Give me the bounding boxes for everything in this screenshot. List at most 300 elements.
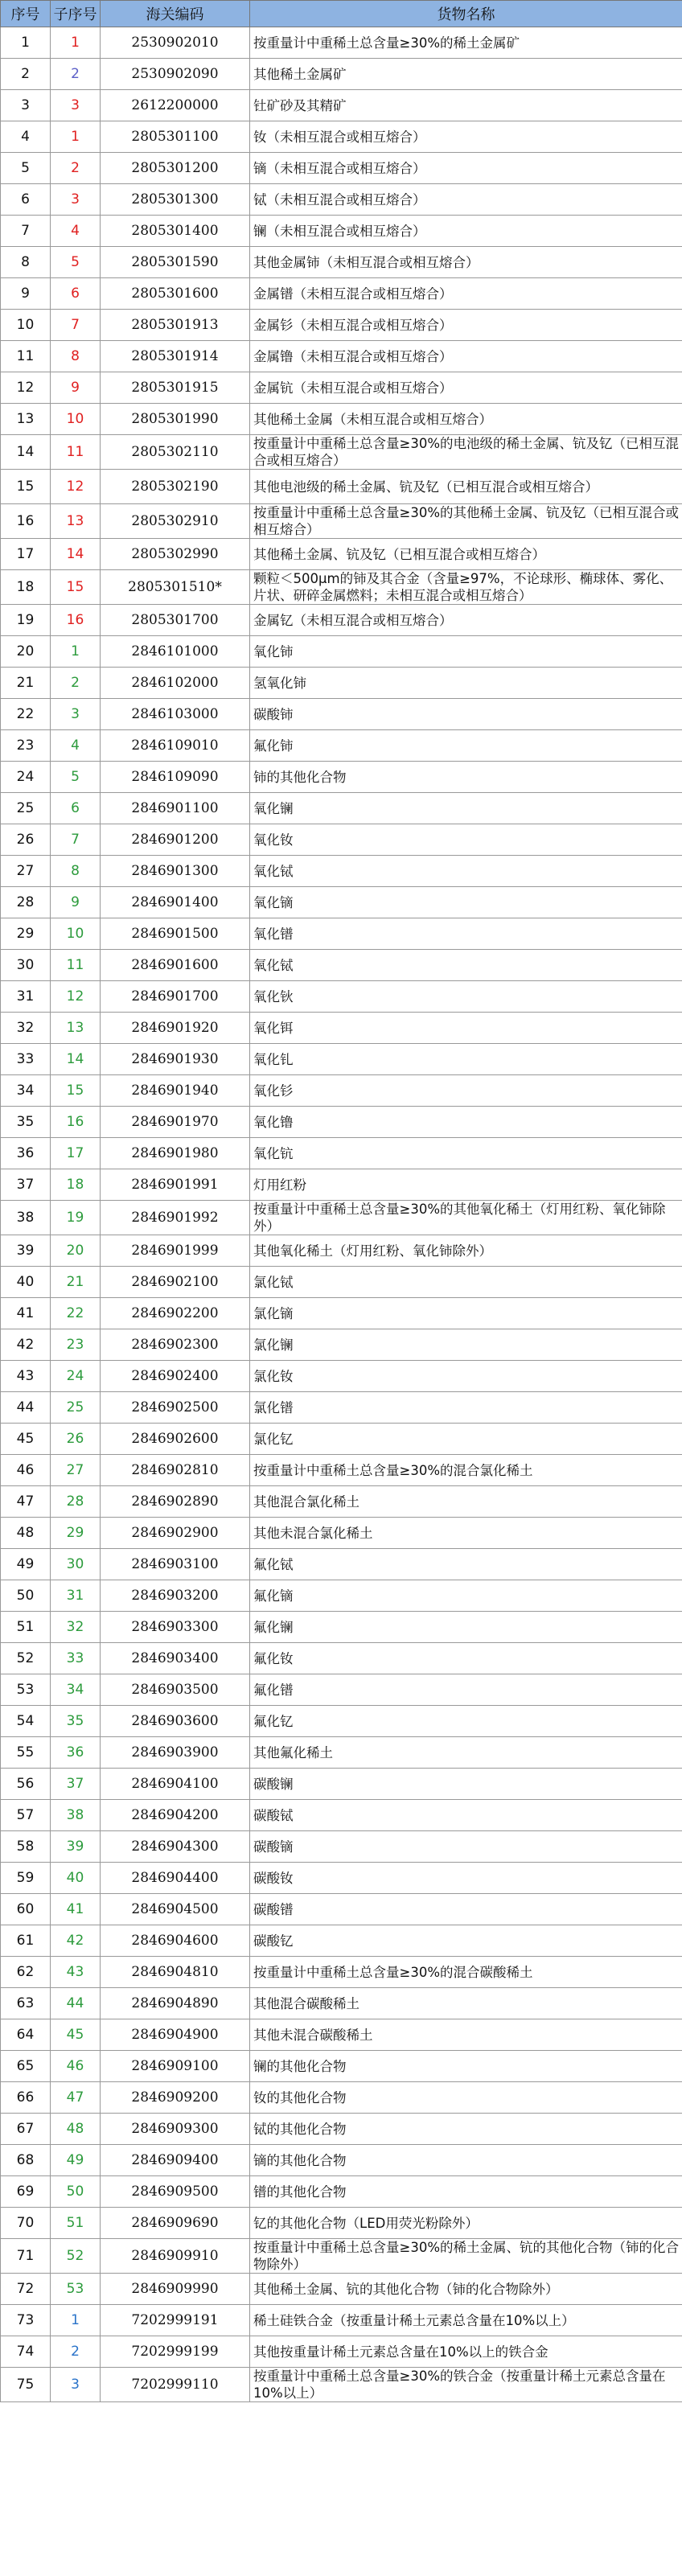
row-customs-code: 2846109090 — [101, 762, 250, 793]
table-row — [1, 404, 682, 435]
row-sub-index: 11 — [51, 435, 101, 470]
row-goods-name: 铽的其他化合物 — [250, 2114, 682, 2145]
table-row — [1, 1329, 682, 1361]
row-customs-code: 2846901992 — [101, 1201, 250, 1235]
row-goods-name: 氧化钪 — [250, 1138, 682, 1169]
row-index: 68 — [1, 2145, 51, 2176]
row-customs-code: 2846901400 — [101, 887, 250, 918]
row-sub-index: 2 — [51, 668, 101, 699]
row-sub-index: 6 — [51, 793, 101, 824]
row-customs-code: 2846901500 — [101, 918, 250, 950]
row-sub-index: 53 — [51, 2274, 101, 2305]
row-goods-name: 按重量计中重稀土总含量≥30%的其他稀土金属、钪及钇（已相互混合或相互熔合） — [250, 504, 682, 539]
row-customs-code: 2846901700 — [101, 981, 250, 1013]
row-customs-code: 2846901980 — [101, 1138, 250, 1169]
row-goods-name: 氧化镝 — [250, 887, 682, 918]
table-row — [1, 504, 682, 539]
row-index: 10 — [1, 310, 51, 341]
row-index: 7 — [1, 216, 51, 247]
table-row — [1, 278, 682, 310]
row-customs-code: 2805302110 — [101, 435, 250, 470]
row-customs-code: 2846902890 — [101, 1486, 250, 1518]
row-goods-name: 镧（未相互混合或相互熔合） — [250, 216, 682, 247]
row-sub-index: 7 — [51, 310, 101, 341]
row-customs-code: 2846904500 — [101, 1894, 250, 1925]
row-goods-name: 金属钇（未相互混合或相互熔合） — [250, 605, 682, 636]
row-sub-index: 16 — [51, 605, 101, 636]
table-row — [1, 1486, 682, 1518]
row-goods-name: 按重量计中重稀土总含量≥30%的其他氧化稀土（灯用红粉、氧化铈除外） — [250, 1201, 682, 1235]
row-customs-code: 2805301100 — [101, 121, 250, 153]
table-row — [1, 435, 682, 470]
table-row — [1, 730, 682, 762]
row-goods-name: 氧化钐 — [250, 1075, 682, 1107]
row-index: 38 — [1, 1201, 51, 1235]
row-customs-code: 2846902600 — [101, 1424, 250, 1455]
row-index: 47 — [1, 1486, 51, 1518]
row-index: 59 — [1, 1863, 51, 1894]
table-body — [1, 27, 682, 2402]
row-sub-index: 23 — [51, 1329, 101, 1361]
table-row — [1, 1549, 682, 1580]
row-sub-index: 12 — [51, 470, 101, 504]
row-customs-code: 2846903200 — [101, 1580, 250, 1612]
row-customs-code: 2805301990 — [101, 404, 250, 435]
row-customs-code: 2805301300 — [101, 184, 250, 216]
row-sub-index: 36 — [51, 1737, 101, 1769]
row-goods-name: 金属钐（未相互混合或相互熔合） — [250, 310, 682, 341]
table-row — [1, 636, 682, 668]
row-goods-name: 按重量计中重稀土总含量≥30%的稀土金属矿 — [250, 27, 682, 59]
row-sub-index: 3 — [51, 90, 101, 121]
row-index: 43 — [1, 1361, 51, 1392]
table-row — [1, 1361, 682, 1392]
table-row — [1, 121, 682, 153]
row-index: 9 — [1, 278, 51, 310]
row-index: 72 — [1, 2274, 51, 2305]
row-customs-code: 2846901920 — [101, 1013, 250, 1044]
row-goods-name: 其他稀土金属、钪及钇（已相互混合或相互熔合） — [250, 539, 682, 570]
row-sub-index: 18 — [51, 1169, 101, 1201]
table-row — [1, 824, 682, 856]
table-row — [1, 1107, 682, 1138]
row-sub-index: 6 — [51, 278, 101, 310]
row-customs-code: 2846903500 — [101, 1674, 250, 1706]
table-row — [1, 1580, 682, 1612]
table-row — [1, 1957, 682, 1988]
table-row — [1, 59, 682, 90]
row-index: 51 — [1, 1612, 51, 1643]
row-sub-index: 2 — [51, 59, 101, 90]
row-sub-index: 10 — [51, 918, 101, 950]
row-goods-name: 镝的其他化合物 — [250, 2145, 682, 2176]
row-goods-name: 其他未混合氯化稀土 — [250, 1518, 682, 1549]
row-customs-code: 2805301590 — [101, 247, 250, 278]
table-row — [1, 1044, 682, 1075]
row-index: 32 — [1, 1013, 51, 1044]
row-customs-code: 7202999191 — [101, 2305, 250, 2336]
row-goods-name: 氧化铒 — [250, 1013, 682, 1044]
row-index: 42 — [1, 1329, 51, 1361]
row-goods-name: 碳酸镝 — [250, 1831, 682, 1863]
row-customs-code: 7202999110 — [101, 2368, 250, 2402]
row-customs-code: 2846909690 — [101, 2208, 250, 2239]
row-goods-name: 其他混合碳酸稀土 — [250, 1988, 682, 2019]
row-customs-code: 2846909500 — [101, 2176, 250, 2208]
row-sub-index: 34 — [51, 1674, 101, 1706]
row-customs-code: 2846902200 — [101, 1298, 250, 1329]
row-sub-index: 33 — [51, 1643, 101, 1674]
table-row — [1, 1138, 682, 1169]
row-customs-code: 2805302990 — [101, 539, 250, 570]
row-goods-name: 钕（未相互混合或相互熔合） — [250, 121, 682, 153]
table-row — [1, 570, 682, 605]
row-customs-code: 2846902500 — [101, 1392, 250, 1424]
row-index: 55 — [1, 1737, 51, 1769]
row-sub-index: 9 — [51, 372, 101, 404]
row-customs-code: 2846901300 — [101, 856, 250, 887]
row-index: 16 — [1, 504, 51, 539]
row-goods-name: 氧化镨 — [250, 918, 682, 950]
row-sub-index: 21 — [51, 1267, 101, 1298]
row-sub-index: 8 — [51, 856, 101, 887]
row-index: 50 — [1, 1580, 51, 1612]
row-goods-name: 其他氟化稀土 — [250, 1737, 682, 1769]
table-row — [1, 1643, 682, 1674]
row-goods-name: 氟化镝 — [250, 1580, 682, 1612]
table-row — [1, 1894, 682, 1925]
table-row — [1, 2051, 682, 2082]
row-index: 23 — [1, 730, 51, 762]
row-index: 75 — [1, 2368, 51, 2402]
row-sub-index: 28 — [51, 1486, 101, 1518]
table-row — [1, 2274, 682, 2305]
row-goods-name: 其他电池级的稀土金属、钪及钇（已相互混合或相互熔合） — [250, 470, 682, 504]
row-goods-name: 稀土硅铁合金（按重量计稀土元素总含量在10%以上） — [250, 2305, 682, 2336]
row-sub-index: 32 — [51, 1612, 101, 1643]
row-goods-name: 碳酸镧 — [250, 1769, 682, 1800]
row-customs-code: 2846901930 — [101, 1044, 250, 1075]
row-customs-code: 2846909400 — [101, 2145, 250, 2176]
row-sub-index: 51 — [51, 2208, 101, 2239]
row-sub-index: 37 — [51, 1769, 101, 1800]
header-sub-index: 子序号 — [51, 1, 101, 27]
row-goods-name: 氢氧化铈 — [250, 668, 682, 699]
row-goods-name: 氟化镨 — [250, 1674, 682, 1706]
table-row — [1, 1612, 682, 1643]
row-customs-code: 2846904100 — [101, 1769, 250, 1800]
table-row — [1, 1518, 682, 1549]
row-goods-name: 氟化镧 — [250, 1612, 682, 1643]
row-sub-index: 3 — [51, 2368, 101, 2402]
row-customs-code: 2846904810 — [101, 1957, 250, 1988]
row-sub-index: 40 — [51, 1863, 101, 1894]
table-row — [1, 856, 682, 887]
row-sub-index: 5 — [51, 762, 101, 793]
table-row — [1, 1988, 682, 2019]
table-row — [1, 1863, 682, 1894]
row-sub-index: 31 — [51, 1580, 101, 1612]
row-sub-index: 1 — [51, 636, 101, 668]
row-sub-index: 2 — [51, 153, 101, 184]
row-goods-name: 金属镨（未相互混合或相互熔合） — [250, 278, 682, 310]
row-index: 26 — [1, 824, 51, 856]
table-row — [1, 1298, 682, 1329]
row-goods-name: 钍矿砂及其精矿 — [250, 90, 682, 121]
row-goods-name: 氧化镧 — [250, 793, 682, 824]
row-customs-code: 2530902090 — [101, 59, 250, 90]
row-goods-name: 其他按重量计稀土元素总含量在10%以上的铁合金 — [250, 2336, 682, 2368]
row-index: 58 — [1, 1831, 51, 1863]
row-index: 19 — [1, 605, 51, 636]
row-customs-code: 2846902300 — [101, 1329, 250, 1361]
row-sub-index: 24 — [51, 1361, 101, 1392]
row-goods-name: 其他稀土金属、钪的其他化合物（铈的化合物除外） — [250, 2274, 682, 2305]
table-row — [1, 153, 682, 184]
row-sub-index: 15 — [51, 1075, 101, 1107]
row-sub-index: 11 — [51, 950, 101, 981]
row-customs-code: 2846902400 — [101, 1361, 250, 1392]
table-row — [1, 793, 682, 824]
table-row — [1, 605, 682, 636]
row-sub-index: 1 — [51, 121, 101, 153]
table-row — [1, 2019, 682, 2051]
row-sub-index: 50 — [51, 2176, 101, 2208]
row-index: 33 — [1, 1044, 51, 1075]
row-index: 66 — [1, 2082, 51, 2114]
row-index: 30 — [1, 950, 51, 981]
table-row — [1, 1169, 682, 1201]
header-goods-name: 货物名称 — [250, 1, 682, 27]
row-index: 69 — [1, 2176, 51, 2208]
row-sub-index: 1 — [51, 2305, 101, 2336]
table-row — [1, 216, 682, 247]
row-customs-code: 2846103000 — [101, 699, 250, 730]
row-goods-name: 按重量计中重稀土总含量≥30%的混合氯化稀土 — [250, 1455, 682, 1486]
row-customs-code: 2846909100 — [101, 2051, 250, 2082]
table-row — [1, 1706, 682, 1737]
table-row — [1, 950, 682, 981]
row-customs-code: 2846903900 — [101, 1737, 250, 1769]
row-goods-name: 金属钪（未相互混合或相互熔合） — [250, 372, 682, 404]
row-index: 62 — [1, 1957, 51, 1988]
table-row — [1, 1674, 682, 1706]
table-row — [1, 372, 682, 404]
table-row — [1, 981, 682, 1013]
row-index: 57 — [1, 1800, 51, 1831]
row-sub-index: 7 — [51, 824, 101, 856]
row-customs-code: 2846904200 — [101, 1800, 250, 1831]
row-goods-name: 氟化钇 — [250, 1706, 682, 1737]
row-index: 49 — [1, 1549, 51, 1580]
header-customs-code: 海关编码 — [101, 1, 250, 27]
row-customs-code: 2805302190 — [101, 470, 250, 504]
row-sub-index: 4 — [51, 216, 101, 247]
row-index: 48 — [1, 1518, 51, 1549]
row-index: 65 — [1, 2051, 51, 2082]
table-row — [1, 1455, 682, 1486]
table-row — [1, 1075, 682, 1107]
row-index: 71 — [1, 2239, 51, 2274]
row-index: 31 — [1, 981, 51, 1013]
row-customs-code: 2846901999 — [101, 1235, 250, 1267]
row-goods-name: 镧的其他化合物 — [250, 2051, 682, 2082]
row-sub-index: 26 — [51, 1424, 101, 1455]
row-sub-index: 2 — [51, 2336, 101, 2368]
row-index: 13 — [1, 404, 51, 435]
row-customs-code: 2612200000 — [101, 90, 250, 121]
row-index: 3 — [1, 90, 51, 121]
table-row — [1, 539, 682, 570]
row-sub-index: 13 — [51, 504, 101, 539]
row-goods-name: 氧化钆 — [250, 1044, 682, 1075]
table-row — [1, 2082, 682, 2114]
row-sub-index: 4 — [51, 730, 101, 762]
row-index: 27 — [1, 856, 51, 887]
row-goods-name: 氧化铽 — [250, 950, 682, 981]
row-goods-name: 灯用红粉 — [250, 1169, 682, 1201]
row-customs-code: 2805301915 — [101, 372, 250, 404]
table-row — [1, 1201, 682, 1235]
row-customs-code: 2846902100 — [101, 1267, 250, 1298]
row-customs-code: 7202999199 — [101, 2336, 250, 2368]
row-customs-code: 2805301510* — [101, 570, 250, 605]
row-customs-code: 2846901940 — [101, 1075, 250, 1107]
row-customs-code: 2846902810 — [101, 1455, 250, 1486]
row-goods-name: 按重量计中重稀土总含量≥30%的混合碳酸稀土 — [250, 1957, 682, 1988]
row-goods-name: 其他金属铈（未相互混合或相互熔合） — [250, 247, 682, 278]
row-index: 53 — [1, 1674, 51, 1706]
row-sub-index: 10 — [51, 404, 101, 435]
table-row — [1, 918, 682, 950]
table-row — [1, 1800, 682, 1831]
row-goods-name: 其他稀土金属（未相互混合或相互熔合） — [250, 404, 682, 435]
row-customs-code: 2846904300 — [101, 1831, 250, 1863]
row-sub-index: 15 — [51, 570, 101, 605]
row-sub-index: 35 — [51, 1706, 101, 1737]
row-sub-index: 41 — [51, 1894, 101, 1925]
table-row — [1, 1831, 682, 1863]
row-sub-index: 38 — [51, 1800, 101, 1831]
row-customs-code: 2846909200 — [101, 2082, 250, 2114]
row-goods-name: 按重量计中重稀土总含量≥30%的电池级的稀土金属、钪及钇（已相互混合或相互熔合） — [250, 435, 682, 470]
row-customs-code: 2846903300 — [101, 1612, 250, 1643]
row-goods-name: 氯化镝 — [250, 1298, 682, 1329]
row-sub-index: 22 — [51, 1298, 101, 1329]
table-row — [1, 2305, 682, 2336]
row-customs-code: 2805301700 — [101, 605, 250, 636]
row-goods-name: 钕的其他化合物 — [250, 2082, 682, 2114]
row-customs-code: 2846904900 — [101, 2019, 250, 2051]
table-row — [1, 2208, 682, 2239]
row-index: 37 — [1, 1169, 51, 1201]
row-goods-name: 氧化铈 — [250, 636, 682, 668]
row-customs-code: 2846901991 — [101, 1169, 250, 1201]
table-row — [1, 470, 682, 504]
row-index: 70 — [1, 2208, 51, 2239]
row-index: 52 — [1, 1643, 51, 1674]
table-row — [1, 2336, 682, 2368]
row-customs-code: 2846901600 — [101, 950, 250, 981]
table-row — [1, 1392, 682, 1424]
row-sub-index: 14 — [51, 539, 101, 570]
row-customs-code: 2846903100 — [101, 1549, 250, 1580]
row-index: 45 — [1, 1424, 51, 1455]
row-index: 61 — [1, 1925, 51, 1957]
row-sub-index: 44 — [51, 1988, 101, 2019]
row-customs-code: 2846109010 — [101, 730, 250, 762]
row-index: 73 — [1, 2305, 51, 2336]
row-goods-name: 金属镥（未相互混合或相互熔合） — [250, 341, 682, 372]
row-index: 34 — [1, 1075, 51, 1107]
row-sub-index: 5 — [51, 247, 101, 278]
table-row — [1, 310, 682, 341]
row-sub-index: 25 — [51, 1392, 101, 1424]
row-customs-code: 2805301600 — [101, 278, 250, 310]
row-index: 54 — [1, 1706, 51, 1737]
row-goods-name: 氟化铽 — [250, 1549, 682, 1580]
row-customs-code: 2846903600 — [101, 1706, 250, 1737]
table-row — [1, 762, 682, 793]
row-index: 67 — [1, 2114, 51, 2145]
row-customs-code: 2846903400 — [101, 1643, 250, 1674]
row-sub-index: 16 — [51, 1107, 101, 1138]
row-index: 18 — [1, 570, 51, 605]
row-customs-code: 2530902010 — [101, 27, 250, 59]
row-customs-code: 2846901100 — [101, 793, 250, 824]
row-customs-code: 2846901200 — [101, 824, 250, 856]
row-sub-index: 30 — [51, 1549, 101, 1580]
table-row — [1, 668, 682, 699]
table-row — [1, 1769, 682, 1800]
table-row — [1, 1267, 682, 1298]
row-goods-name: 氟化铈 — [250, 730, 682, 762]
row-goods-name: 氯化镨 — [250, 1392, 682, 1424]
row-sub-index: 1 — [51, 27, 101, 59]
row-sub-index: 52 — [51, 2239, 101, 2274]
row-sub-index: 27 — [51, 1455, 101, 1486]
row-index: 46 — [1, 1455, 51, 1486]
row-goods-name: 其他氧化稀土（灯用红粉、氧化铈除外） — [250, 1235, 682, 1267]
row-sub-index: 17 — [51, 1138, 101, 1169]
row-index: 35 — [1, 1107, 51, 1138]
row-sub-index: 3 — [51, 184, 101, 216]
table-row — [1, 1737, 682, 1769]
row-sub-index: 45 — [51, 2019, 101, 2051]
table-row — [1, 247, 682, 278]
row-sub-index: 14 — [51, 1044, 101, 1075]
header-row — [1, 1, 682, 27]
row-index: 64 — [1, 2019, 51, 2051]
row-customs-code: 2846101000 — [101, 636, 250, 668]
row-goods-name: 碳酸钕 — [250, 1863, 682, 1894]
row-index: 25 — [1, 793, 51, 824]
row-customs-code: 2846909990 — [101, 2274, 250, 2305]
table-row — [1, 2114, 682, 2145]
row-sub-index: 48 — [51, 2114, 101, 2145]
table-row — [1, 1235, 682, 1267]
row-goods-name: 氯化铽 — [250, 1267, 682, 1298]
row-index: 5 — [1, 153, 51, 184]
row-customs-code: 2846901970 — [101, 1107, 250, 1138]
row-goods-name: 氯化镧 — [250, 1329, 682, 1361]
row-goods-name: 其他未混合碳酸稀土 — [250, 2019, 682, 2051]
row-goods-name: 氧化镥 — [250, 1107, 682, 1138]
row-customs-code: 2846904400 — [101, 1863, 250, 1894]
table-row — [1, 184, 682, 216]
row-goods-name: 按重量计中重稀土总含量≥30%的稀土金属、钪的其他化合物（铈的化合物除外） — [250, 2239, 682, 2274]
row-index: 4 — [1, 121, 51, 153]
